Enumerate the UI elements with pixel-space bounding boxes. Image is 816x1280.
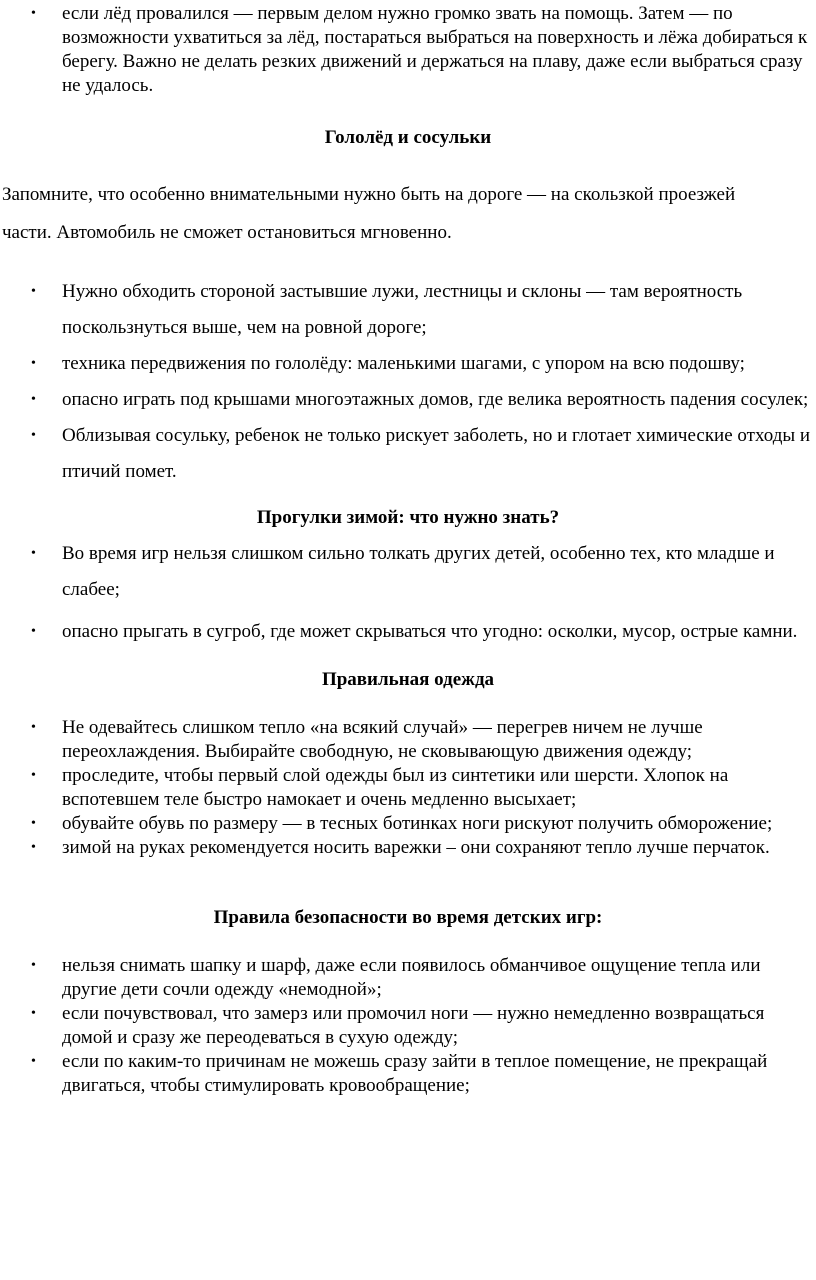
bullet-icon: • — [31, 720, 36, 735]
list-item — [0, 346, 816, 382]
bullet-icon: • — [31, 840, 36, 855]
clothes-list — [0, 716, 816, 860]
bullet-icon: • — [31, 284, 36, 299]
list-item-text: Во время игр нельзя слишком сильно толкать других детей, особенно тех, кто младше и слабее; — [62, 543, 775, 600]
section-heading-ice: Гололёд и сосульки — [324, 127, 492, 148]
walks-list-2 — [0, 620, 816, 644]
ice-paragraph: Запомните, что особенно внимательными нужно быть на дороге — на скользкой проезжей части. Автомобиль не сможет остановиться мгновенно. — [2, 184, 736, 243]
list-item — [0, 1002, 816, 1050]
bullet-icon: • — [31, 958, 36, 973]
bullet-icon: • — [31, 392, 36, 407]
list-item-text: если почувствовал, что замерз или промочил ноги — нужно немедленно возвращаться домой и сразу же переодеваться в сухую одежду; — [62, 1003, 765, 1048]
list-item — [0, 382, 816, 418]
list-item — [0, 274, 816, 346]
list-item — [0, 764, 816, 812]
ice-list — [0, 274, 816, 490]
section-heading-walks: Прогулки зимой: что нужно знать? — [256, 507, 560, 528]
list-item-text: проследите, чтобы первый слой одежды был из синтетики или шерсти. Хлопок на вспотевшем теле быстро намокает и очень медленно высыхает; — [62, 765, 729, 810]
list-item-text: Не одевайтесь слишком тепло «на всякий случай» — перегрев ничем не лучше переохлаждения. Выбирайте свободную, не сковывающую движения одежду; — [62, 717, 703, 762]
bullet-icon: • — [31, 6, 36, 21]
list-item — [0, 418, 816, 490]
bullet-icon: • — [31, 624, 36, 639]
list-item — [0, 812, 816, 836]
list-item — [0, 2, 816, 98]
bullet-icon: • — [31, 768, 36, 783]
list-item — [0, 620, 816, 644]
list-item-text: техника передвижения по гололёду: маленькими шагами, с упором на всю подошву; — [62, 353, 745, 374]
list-item-text: если по каким-то причинам не можешь сразу зайти в теплое помещение, не прекращай двигаться, чтобы стимулировать кровообращение; — [62, 1051, 768, 1096]
bullet-icon: • — [31, 546, 36, 561]
games-list — [0, 954, 816, 1098]
list-item-text: если лёд провалился — первым делом нужно громко звать на помощь. Затем — по возможности ухватиться за лёд, постараться выбраться на поверхность и лёжа добираться к берегу. Важно не делать резких движений и держаться на плаву, даже если выбраться сразу не удалось. — [62, 3, 808, 96]
list-item-text: опасно играть под крышами многоэтажных домов, где велика вероятность падения сосулек; — [62, 389, 809, 410]
list-item — [0, 716, 816, 764]
list-item — [0, 536, 816, 608]
bullet-icon: • — [31, 356, 36, 371]
list-item-text: обувайте обувь по размеру — в тесных ботинках ноги рискуют получить обморожение; — [62, 813, 773, 834]
section-heading-games: Правила безопасности во время детских игр: — [213, 907, 603, 928]
list-item-text: нельзя снимать шапку и шарф, даже если появилось обманчивое ощущение тепла или другие дети сочли одежду «немодной»; — [62, 955, 761, 1000]
list-item — [0, 1050, 816, 1098]
list-item-text: Нужно обходить стороной застывшие лужи, лестницы и склоны — там вероятность поскользнуться выше, чем на ровной дороге; — [62, 281, 743, 338]
bullet-icon: • — [31, 1054, 36, 1069]
list-item-text: зимой на руках рекомендуется носить варежки – они сохраняют тепло лучше перчаток. — [62, 837, 770, 858]
document-page — [0, 2, 816, 1280]
intro-list — [0, 2, 816, 98]
list-item-text: опасно прыгать в сугроб, где может скрываться что угодно: осколки, мусор, острые камни. — [62, 621, 798, 642]
bullet-icon: • — [31, 428, 36, 443]
list-item — [0, 954, 816, 1002]
bullet-icon: • — [31, 816, 36, 831]
list-item-text: Облизывая сосульку, ребенок не только рискует заболеть, но и глотает химические отходы и птичий помет. — [62, 425, 811, 482]
list-item — [0, 836, 816, 860]
section-heading-clothes: Правильная одежда — [321, 669, 495, 690]
bullet-icon: • — [31, 1006, 36, 1021]
walks-list — [0, 536, 816, 608]
